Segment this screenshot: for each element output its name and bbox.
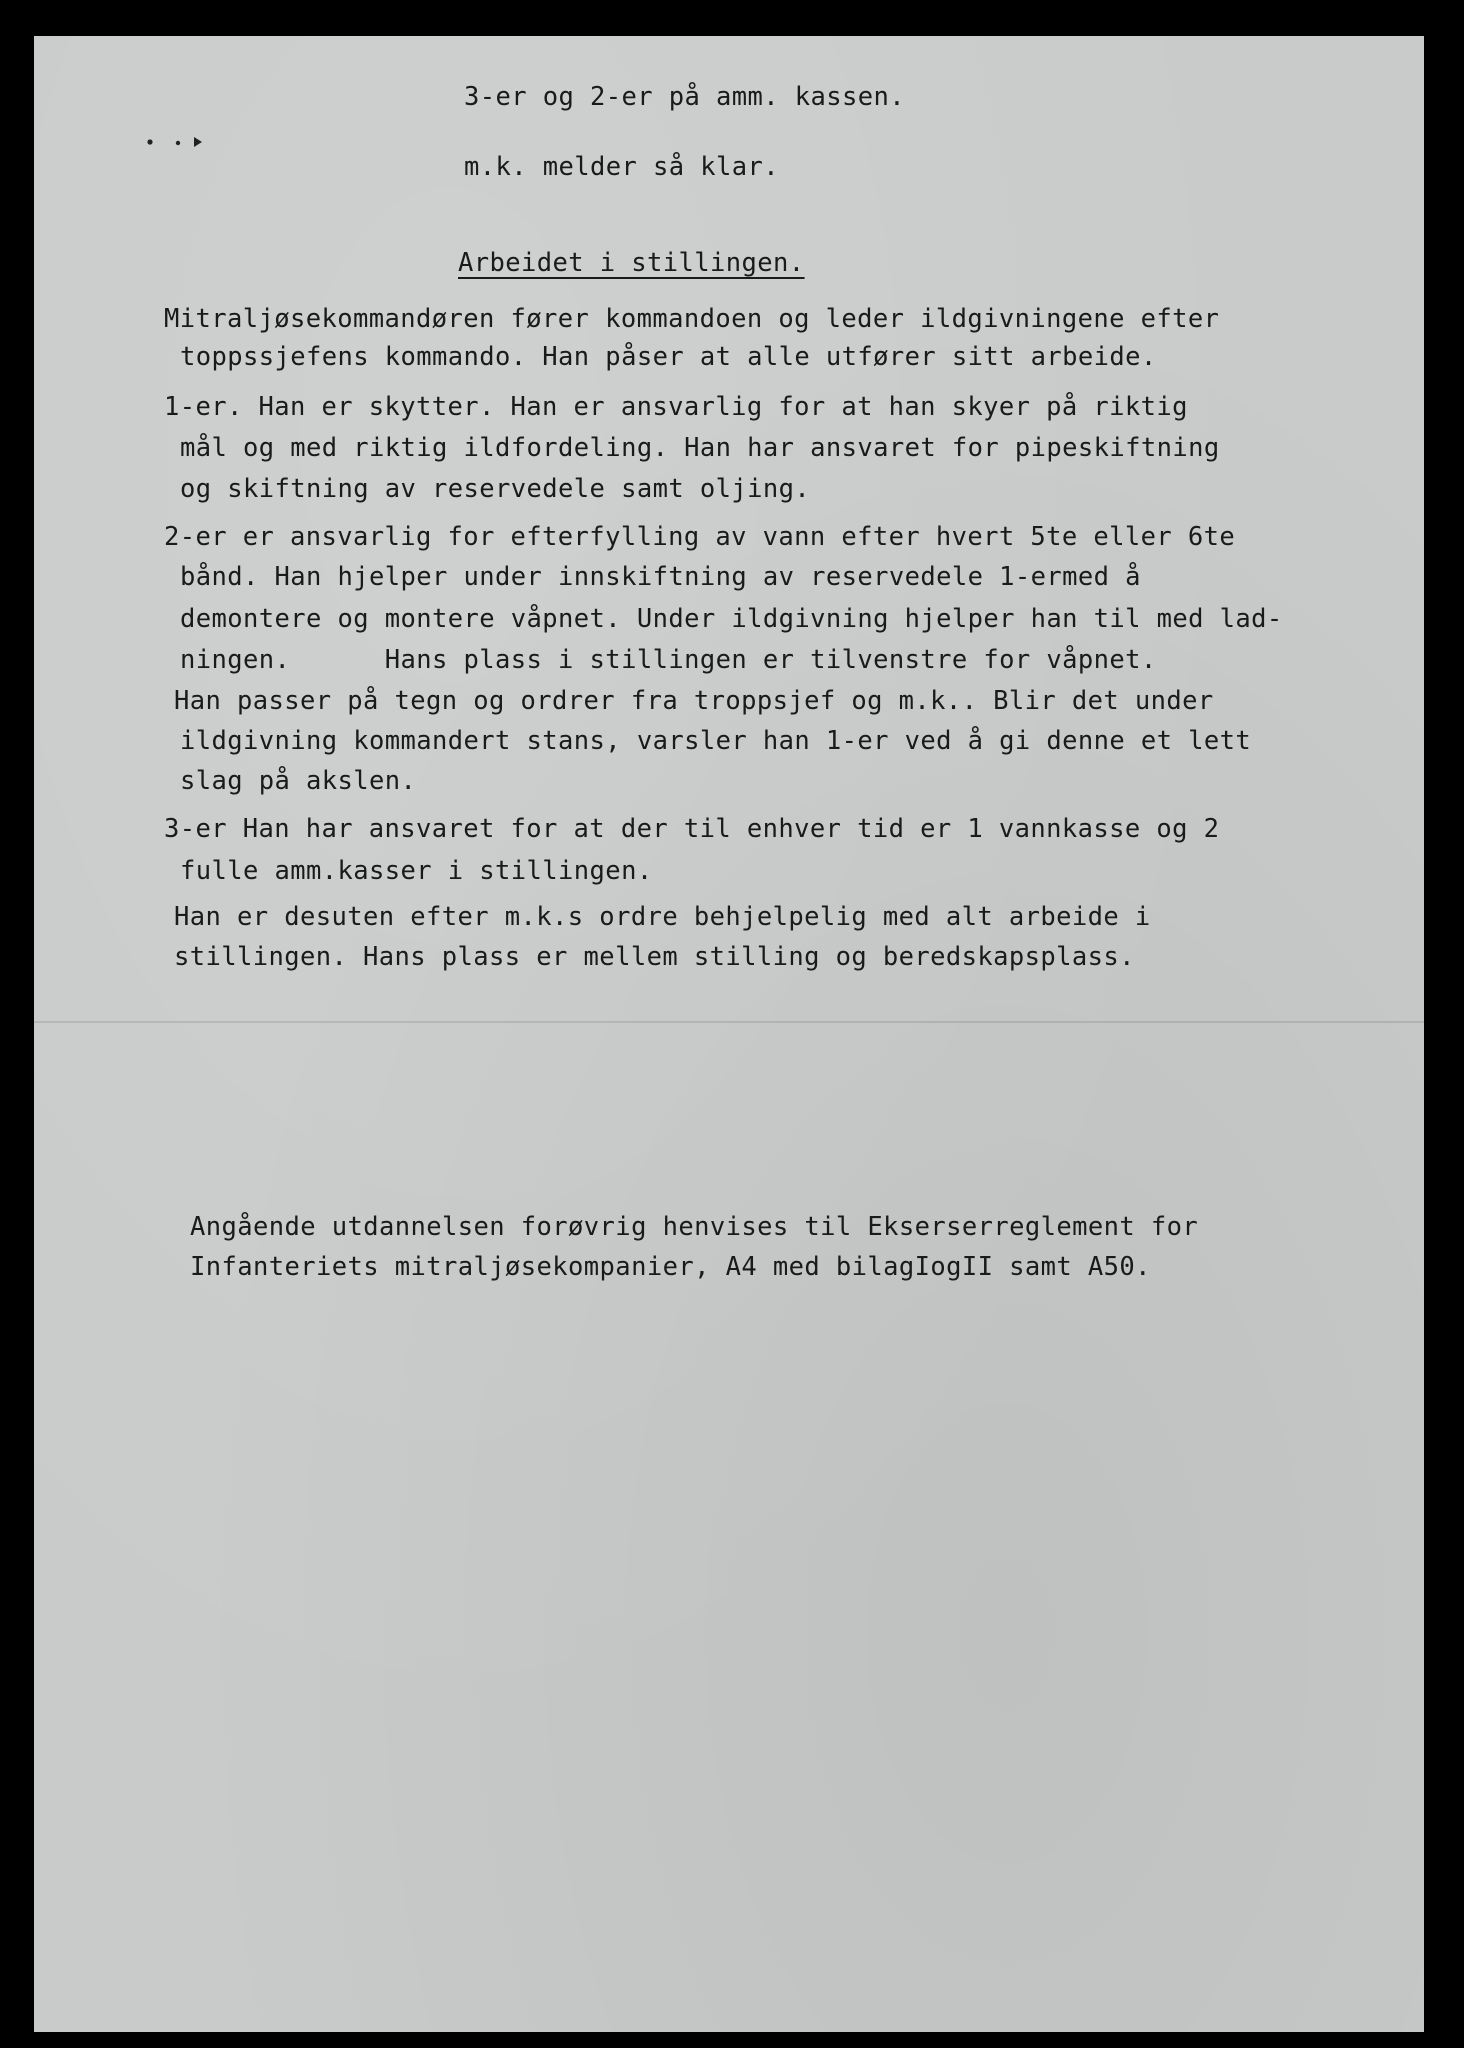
section-title: Arbeidet i stillingen. (458, 248, 805, 278)
heading-line-2: m.k. melder så klar. (464, 152, 780, 182)
body-line-12: slag på akslen. (180, 766, 417, 796)
body-line-13: 3-er Han har ansvaret for at der til enhver tid er 1 vannkasse og 2 (164, 814, 1220, 844)
body-line-14: fulle amm.kasser i stillingen. (180, 856, 653, 886)
margin-mark-icon (144, 132, 264, 152)
heading-line-1: 3-er og 2-er på amm. kassen. (464, 82, 906, 112)
body-line-3: 1-er. Han er skytter. Han er ansvarlig for at han skyer på riktig (164, 392, 1188, 422)
body-line-4: mål og med riktig ildfordeling. Han har ansvaret for pipeskiftning (180, 433, 1220, 463)
body-line-5: og skiftning av reservedele samt oljing. (180, 474, 811, 504)
body-line-16: stillingen. Hans plass er mellem stilling og beredskapsplass. (174, 942, 1135, 972)
body-line-7: bånd. Han hjelper under innskiftning av reservedele 1-ermed å (180, 562, 1141, 592)
paper-fold-line (34, 1021, 1424, 1023)
body-line-1: Mitraljøsekommandøren fører kommandoen og leder ildgivningene efter (164, 304, 1220, 334)
body-line-9: ningen. Hans plass i stillingen er tilvenstre for våpnet. (180, 645, 1157, 675)
body-line-8: demontere og montere våpnet. Under ildgivning hjelper han til med lad- (180, 604, 1283, 634)
body-line-2: toppssjefens kommando. Han påser at alle utfører sitt arbeide. (180, 342, 1157, 372)
body-line-11: ildgivning kommandert stans, varsler han 1-er ved å gi denne et lett (180, 726, 1252, 756)
document-page (34, 36, 1424, 2032)
body-line-15: Han er desuten efter m.k.s ordre behjelpelig med alt arbeide i (174, 902, 1151, 932)
closing-line-1: Angående utdannelsen forøvrig henvises til Ekserserreglement for (190, 1212, 1199, 1242)
body-line-6: 2-er er ansvarlig for efterfylling av vann efter hvert 5te eller 6te (164, 522, 1236, 552)
body-line-10: Han passer på tegn og ordrer fra troppsjef og m.k.. Blir det under (174, 686, 1214, 716)
closing-line-2: Infanteriets mitraljøsekompanier, A4 med bilagIogII samt A50. (190, 1252, 1151, 1282)
